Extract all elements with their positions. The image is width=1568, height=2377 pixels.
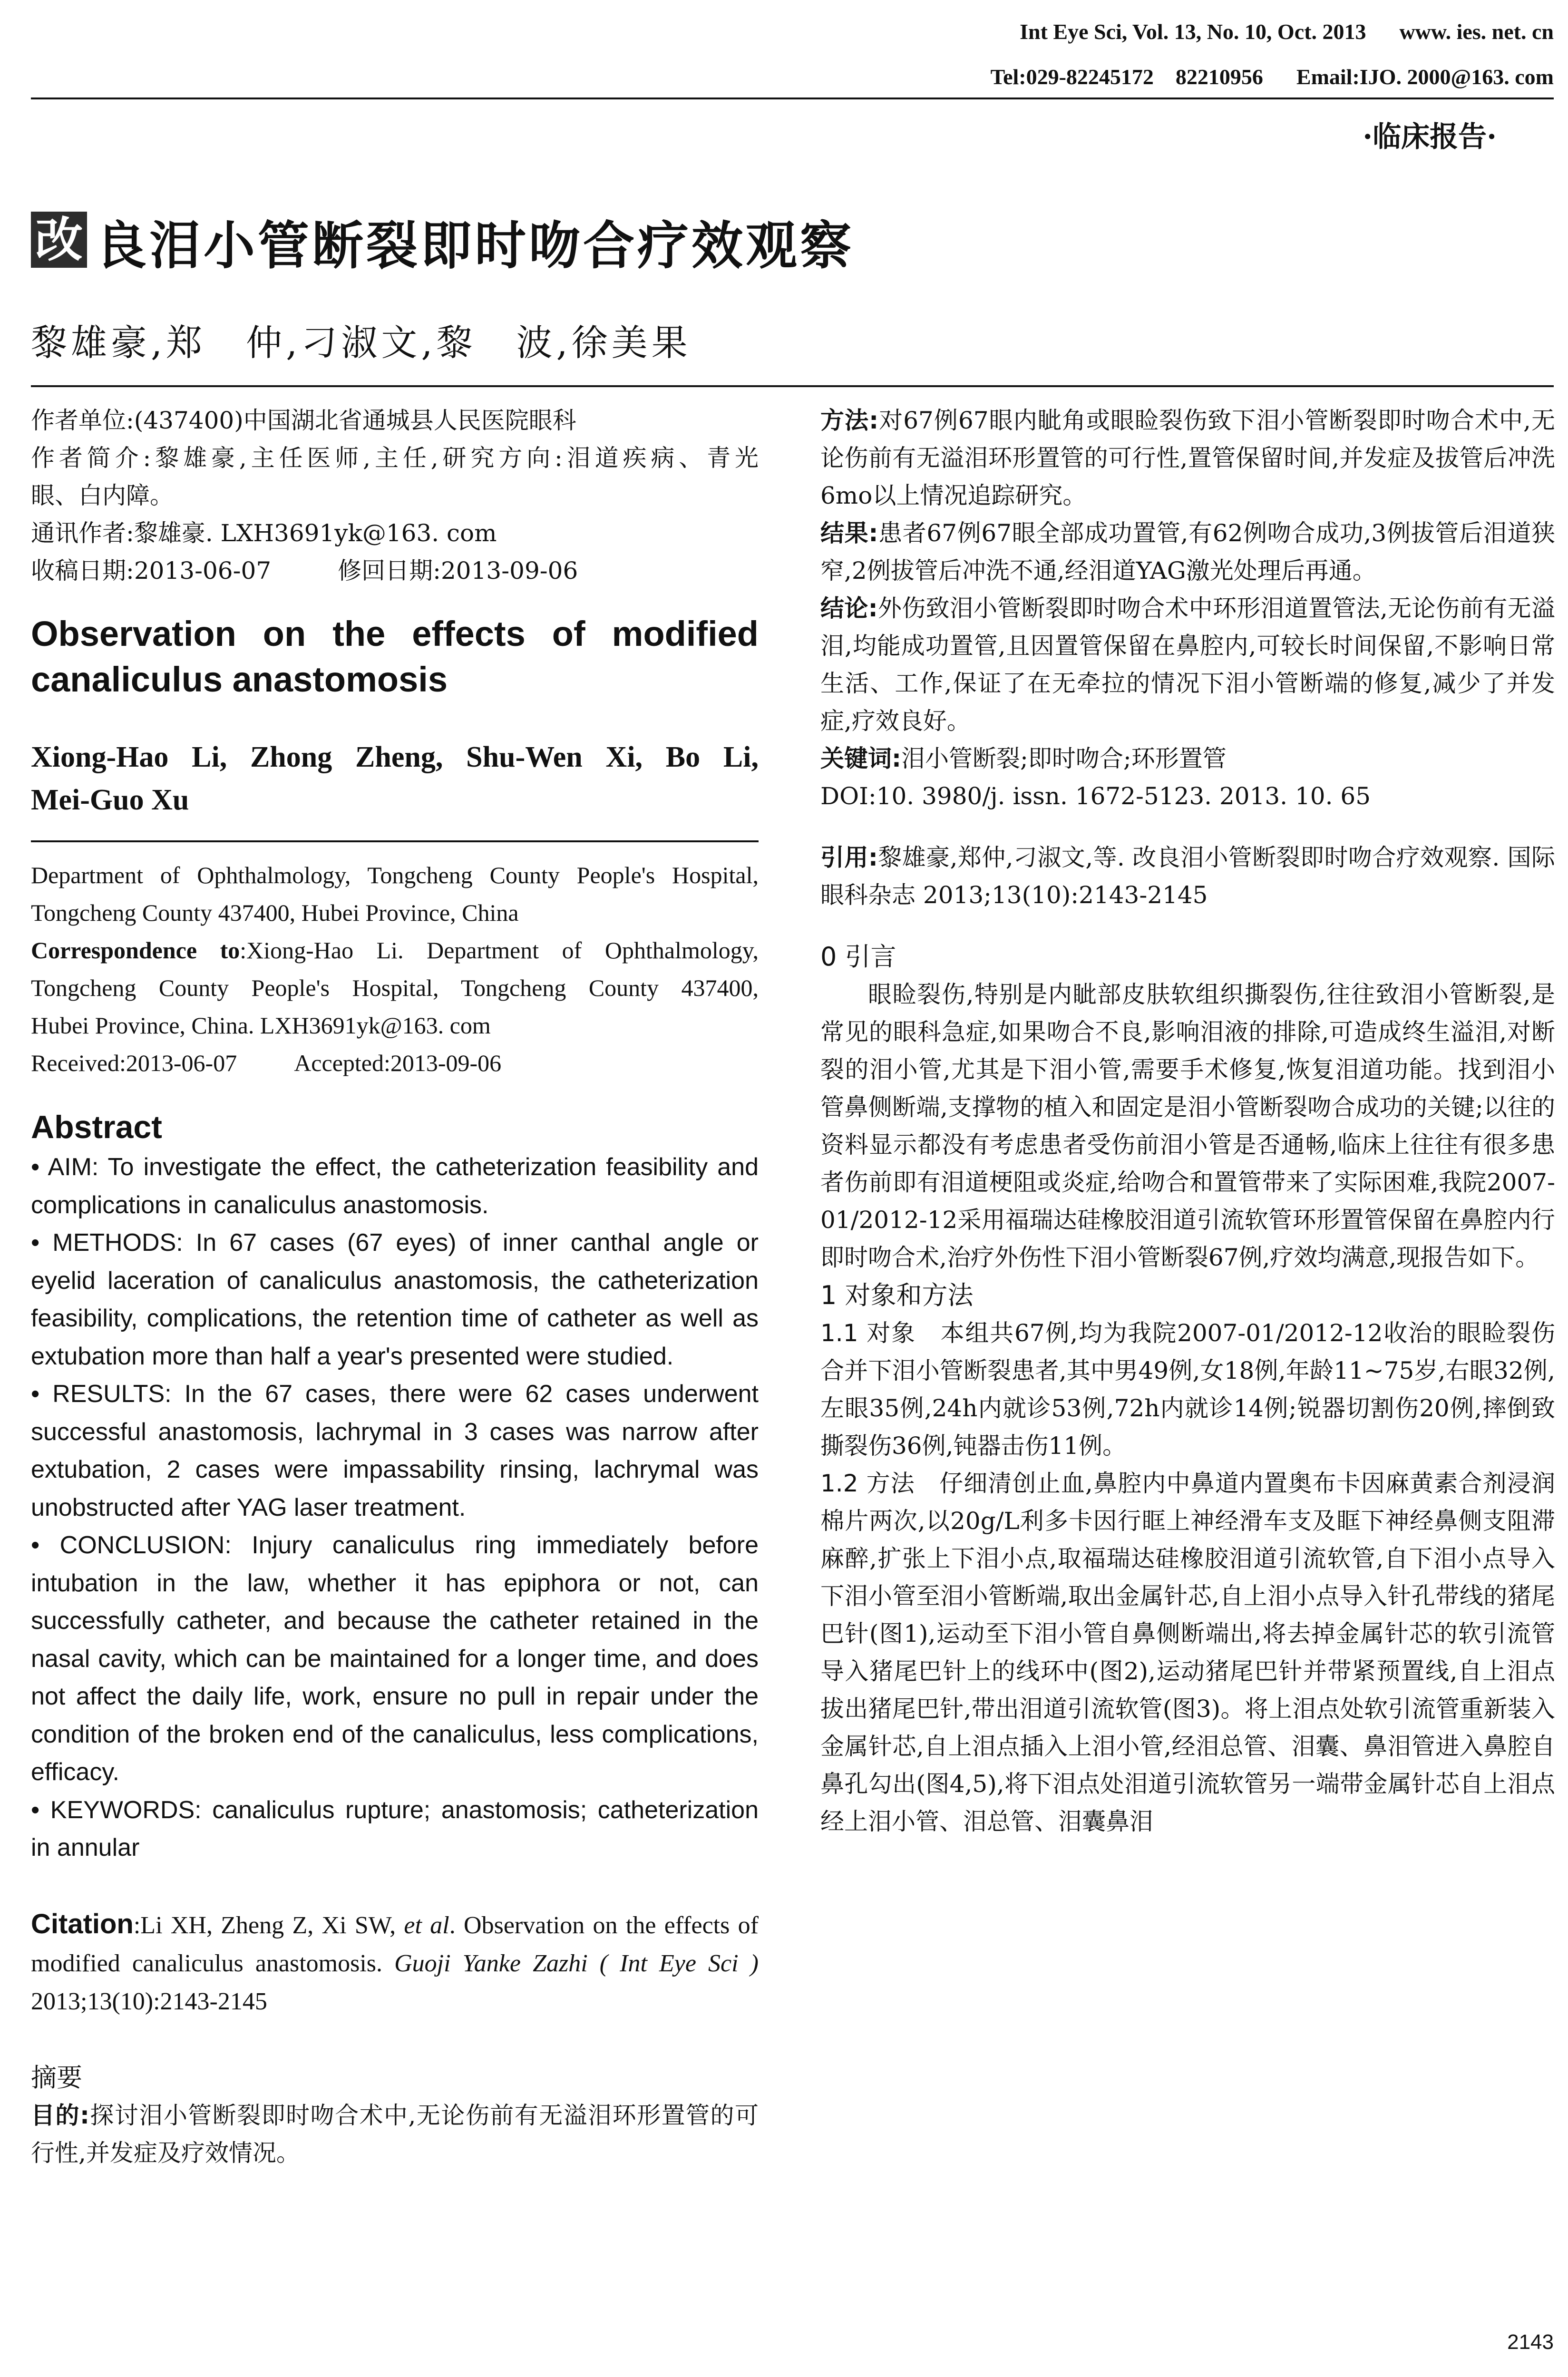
english-title-line-1: Observation on the effects of modified: [31, 614, 759, 653]
methods-label: 方法:: [820, 407, 879, 434]
right-column: [820, 402, 1555, 1841]
section-tag: ·临床报告·: [1363, 120, 1497, 154]
journal-issue: Int Eye Sci, Vol. 13, No. 10, Oct. 2013: [1020, 19, 1366, 44]
received-date-cn: 收稿日期:2013-06-07: [31, 557, 272, 585]
accepted-date-en: Accepted:2013-09-06: [294, 1050, 502, 1076]
affiliation-line-2: Tongcheng County 437400, Hubei Province, China: [31, 899, 519, 926]
intro-heading: 0 引言: [820, 942, 896, 972]
corresponding-author: 通讯作者:黎雄豪. LXH3691yk@163. com: [31, 519, 497, 547]
english-dates: [31, 1044, 759, 1082]
journal-header-line-2: [991, 59, 1554, 91]
left-column: [31, 402, 759, 2172]
abstract-methods: • METHODS: In 67 cases (67 eyes) of inner canthal angle or eyelid laceration of canaliculus anastomosis, the catheterization feasibility, complications, the retention time of catheter as well as extubation more than half a year's presented were studied.: [31, 1229, 759, 1370]
cn-citation: 引用:黎雄豪,郑仲,刁淑文,等. 改良泪小管断裂即时吻合疗效观察. 国际眼科杂志 2013;13(10):2143-2145: [820, 844, 1555, 909]
cn-abstract-results: 结果:患者67例67眼全部成功置管,有62例吻合成功,3例拔管后泪道狭窄,2例拔管后冲洗不通,经泪道YAG激光处理后再通。: [820, 519, 1556, 585]
affiliation-line-1: Department of Ophthalmology, Tongcheng County People's Hospital,: [31, 862, 759, 888]
author-bio-line-2: 眼、白内障。: [31, 482, 174, 509]
correspondence-label: Correspondence to: [31, 937, 240, 964]
section-1-2: 1.2 方法 仔细清创止血,鼻腔内中鼻道内置奥布卡因麻黄素合剂浸润棉片两次,以20g/L利多卡因行眶上神经滑车支及眶下神经鼻侧支阻滞麻醉,扩张上下泪小点,取福瑞达硅橡胶泪道引流软管,自下泪小点导入下泪小管至泪小管断端,取出金属针芯,自上泪小点导入针孔带线的猪尾巴针(图1),运动至下泪小管自鼻侧断端出,将去掉金属针芯的软引流管导入猪尾巴针上的线环中(图2),运动猪尾巴针并带紧预置线,自上泪点拔出猪尾巴针,带出泪道引流软管(图3)。将上泪点处软引流管重新装入金属针芯,自上泪点插入上泪小管,经泪总管、泪囊、鼻泪管进入鼻腔自鼻孔勾出(图4,5),将下泪点处泪道引流软管另一端带金属针芯自上泪点经上泪小管、泪总管、泪囊鼻泪: [820, 1470, 1555, 1835]
title-first-char: 改: [31, 212, 87, 268]
english-title-line-2: canaliculus anastomosis: [31, 660, 448, 699]
journal-website: www. ies. net. cn: [1399, 19, 1554, 44]
correspondence-line-1: Correspondence to:Xiong-Hao Li. Department of Ophthalmology,: [31, 937, 759, 964]
english-authors-line-1: Xiong-Hao Li, Zhong Zheng, Shu-Wen Xi, Bo Li,: [31, 741, 759, 773]
abstract-conclusion: • CONCLUSION: Injury canaliculus ring immediately before intubation in the law, whether it has epiphora or not, can successfully catheter, and because the catheter retained in the nasal cavity, which can be maintained for a longer time, and does not affect the daily life, work, ensure no pull in repair under the condition of the broken end of the canaliculus, less complications, efficacy.: [31, 1531, 759, 1786]
dates-cn: [31, 552, 759, 590]
conclusion-label: 结论:: [820, 594, 878, 622]
author-unit: 作者单位:(437400)中国湖北省通城县人民医院眼科: [31, 407, 576, 434]
cn-abstract-methods: 方法:对67例67眼内眦角或眼睑裂伤致下泪小管断裂即时吻合术中,无论伤前有无溢泪环形置管的可行性,置管保留时间,并发症及拔管后冲洗6mo以上情况追踪研究。: [820, 407, 1555, 509]
correspondence-line-2: Tongcheng County People's Hospital, Tongcheng County 437400,: [31, 974, 759, 1001]
abstract-keywords: • KEYWORDS: canaliculus rupture; anastomosis; catheterization in annular: [31, 1796, 759, 1861]
section-1-1: 1.1 对象 本组共67例,均为我院2007-01/2012-12收治的眼睑裂伤合并下泪小管断裂患者,其中男49例,女18例,年龄11~75岁,右眼32例,左眼35例,24h内就诊53例,72h内就诊14例;锐器切割伤20例,摔倒致撕裂伤36例,钝器击伤11例。: [820, 1319, 1555, 1460]
cn-abstract-heading: 摘要: [31, 2062, 82, 2093]
english-authors-line-2: Mei-Guo Xu: [31, 784, 189, 816]
abstract-aim: • AIM: To investigate the effect, the catheterization feasibility and complications in canaliculus anastomosis.: [31, 1153, 759, 1219]
methods-heading: 1 对象和方法: [820, 1280, 974, 1310]
title-rule: [31, 385, 1554, 387]
abstract-heading: Abstract: [31, 1109, 162, 1145]
section-1-2-label: 1.2 方法: [820, 1470, 915, 1497]
cn-abstract-conclusion: 结论:外伤致泪小管断裂即时吻合术中环形泪道置管法,无论伤前有无溢泪,均能成功置管,且因置管保留在鼻腔内,可较长时间保留,不影响日常生活、工作,保证了在无牵拉的情况下泪小管断端的修复,减少了并发症,疗效良好。: [820, 594, 1555, 735]
page-number: 2143: [1507, 2330, 1554, 2354]
header-rule: [31, 97, 1554, 99]
citation-english: Citation:Li XH, Zheng Z, Xi SW, et al. Observation on the effects of modified canaliculus anastomosis. Guoji Yanke Zazhi ( Int Eye Sci ) 2013;13(10):2143-2145: [31, 1908, 759, 2015]
authors-chinese: 黎雄豪,郑 仲,刁淑文,黎 波,徐美果: [31, 321, 691, 364]
cn-abstract-aim: 目的:探讨泪小管断裂即时吻合术中,无论伤前有无溢泪环形置管的可行性,并发症及疗效情况。: [31, 2101, 759, 2167]
keywords-label: 关键词:: [820, 745, 901, 772]
cn-keywords: 关键词:泪小管断裂;即时吻合;环形置管: [820, 745, 1227, 772]
author-bio-line-1: 作者简介:黎雄豪,主任医师,主任,研究方向:泪道疾病、青光: [31, 444, 759, 472]
results-label: 结果:: [820, 519, 878, 547]
cite-label: 引用:: [820, 844, 878, 871]
aim-label: 目的:: [31, 2101, 89, 2129]
abstract-results: • RESULTS: In the 67 cases, there were 62 cases underwent successful anastomosis, lachrymal in 3 cases was narrow after extubation, 2 cases were impassability rinsing, lachrymal was unobstructed after YAG laser treatment.: [31, 1380, 759, 1521]
journal-header-line-1: [1020, 19, 1554, 44]
correspondence-line-3: Hubei Province, China. LXH3691yk@163. com: [31, 1012, 491, 1039]
doi: DOI:10. 3980/j. issn. 1672-5123. 2013. 10. 65: [820, 782, 1371, 810]
intro-paragraph: 眼睑裂伤,特别是内眦部皮肤软组织撕裂伤,往往致泪小管断裂,是常见的眼科急症,如果吻合不良,影响泪液的排除,可造成终生溢泪,对断裂的泪小管,尤其是下泪小管,需要手术修复,恢复泪道功能。找到泪小管鼻侧断端,支撑物的植入和固定是泪小管断裂吻合成功的关键;以往的资料显示都没有考虑患者受伤前泪小管是否通畅,临床上往往有很多患者伤前即有泪道梗阻或炎症,给吻合和置管带来了实际困难,我院2007-01/2012-12采用福瑞达硅橡胶泪道引流软管环形置管保留在鼻腔内行即时吻合术,治疗外伤性下泪小管断裂67例,疗效均满意,现报告如下。: [820, 981, 1555, 1271]
revised-date-cn: 修回日期:2013-09-06: [338, 557, 578, 585]
citation-label: Citation: [31, 1908, 134, 1939]
journal-email: Email:IJO. 2000@163. com: [1296, 65, 1554, 89]
section-1-1-label: 1.1 对象: [820, 1319, 916, 1347]
received-date-en: Received:2013-06-07: [31, 1050, 237, 1076]
affiliation-rule: [31, 821, 759, 842]
page-title: 良泪小管断裂即时吻合疗效观察: [95, 216, 855, 276]
journal-tel: Tel:029-82245172 82210956: [990, 65, 1263, 89]
